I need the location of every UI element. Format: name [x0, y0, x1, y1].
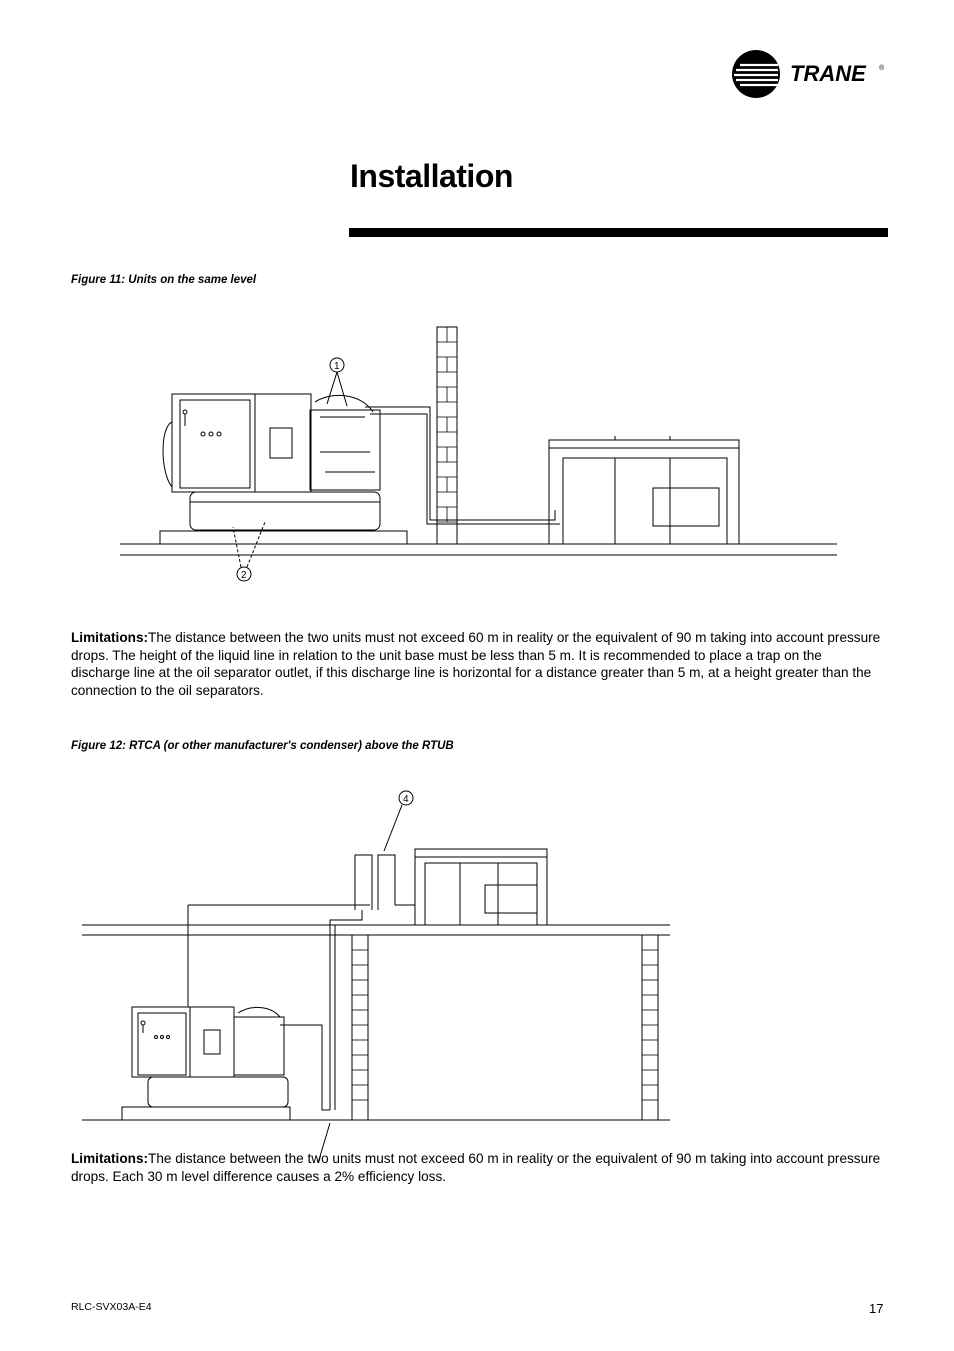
- figure11-callout-1: 1: [334, 361, 340, 372]
- figure11-caption: Figure 11: Units on the same level: [71, 274, 257, 286]
- limitations-text-2: The distance between the two units must not exceed 60 m in reality or the equivalent of 90 m taking into account pressure drops. Each 30 m level difference causes a 2% efficiency loss.: [71, 1151, 881, 1184]
- figure11-callout-2: 2: [241, 570, 247, 581]
- page-title: Installation: [350, 158, 513, 194]
- limitations-label-2: Limitations:: [71, 1151, 149, 1166]
- limitations-label-1: Limitations:: [71, 630, 149, 645]
- figure12-diagram: [80, 785, 675, 1165]
- document-code: RLC-SVX03A-E4: [71, 1301, 152, 1313]
- title-rule: [349, 228, 888, 237]
- trane-logo: [732, 48, 892, 100]
- brand-name: TRANE: [790, 61, 866, 86]
- figure12-callout-4: 4: [403, 794, 409, 805]
- figure11-diagram: [115, 322, 840, 584]
- page-number: 17: [869, 1301, 884, 1316]
- figure12-caption: Figure 12: RTCA (or other manufacturer's condenser) above the RTUB: [71, 740, 454, 752]
- limitations-paragraph-2: [71, 1150, 881, 1185]
- limitations-text-1: The distance between the two units must not exceed 60 m in reality or the equivalent of 90 m taking into account pressure drops. The height of the liquid line in relation to the unit base must be less than 5 m. It is recommended to place a trap on the discharge line at the oil separator outlet, if this discharge line is horizontal for a distance greater than 5 m, at a height greater than the connection to the oil separators.: [71, 630, 881, 698]
- registered-mark: ®: [879, 65, 885, 72]
- limitations-paragraph-1: [71, 629, 881, 699]
